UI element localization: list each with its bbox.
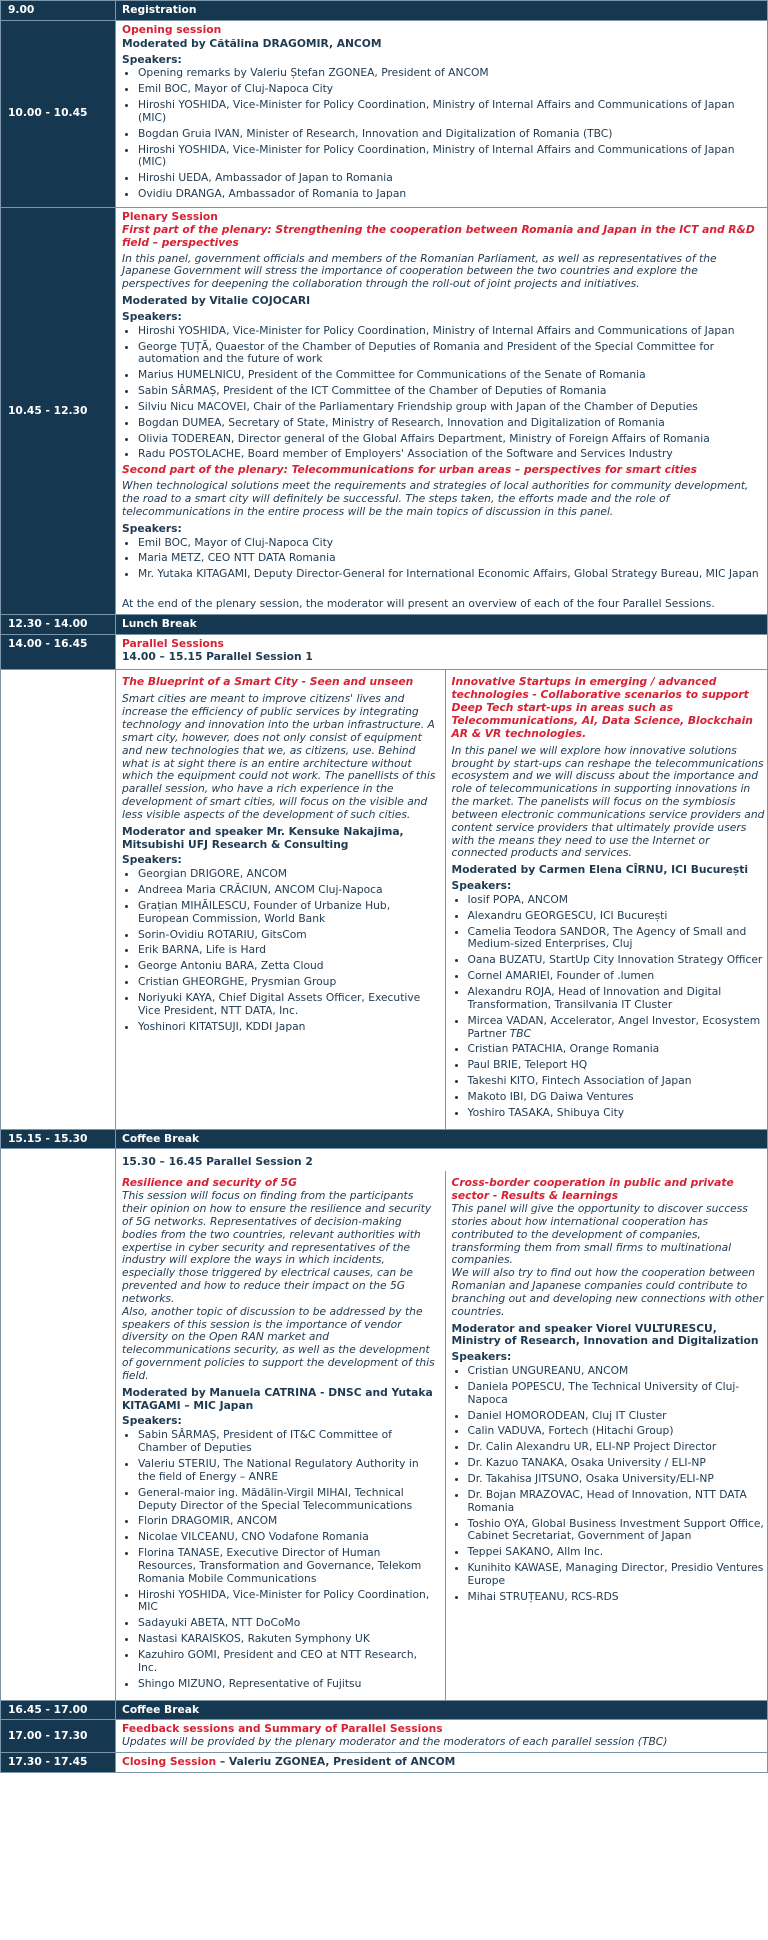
- panel-title: Cross-border cooperation in public and private sector - Results & learnings: [451, 1176, 734, 1203]
- session-title: Opening session: [122, 22, 222, 36]
- speakers-heading: Speakers:: [122, 1414, 182, 1428]
- list-item: • Mihai STRUȚEANU, RCS-RDS: [468, 1591, 766, 1604]
- session-title: Plenary Session: [122, 209, 218, 223]
- list-item: • Nastasi KARAISKOS, Rakuten Symphony UK: [138, 1633, 438, 1646]
- list-item: • Makoto IBI, DG Daiwa Ventures: [468, 1091, 766, 1104]
- list-item: • Florina TANASE, Executive Director of Human Resources, Transformation and Governance, Telekom Romania Mobile Communications: [138, 1547, 438, 1586]
- parallel2-content: [116, 1149, 768, 1700]
- list-item: • Sabin SÂRMAȘ, President of IT&C Committee of Chamber of Deputies: [138, 1429, 438, 1455]
- opening-content: [116, 20, 768, 207]
- row-label: Coffee Break: [116, 1700, 768, 1720]
- list-item: • Andreea Maria CRĂCIUN, ANCOM Cluj-Napoca: [138, 884, 438, 897]
- speakers-heading: Speakers:: [122, 853, 182, 867]
- list-item: • Dr. Calin Alexandru UR, ELI-NP Project Director: [468, 1441, 766, 1454]
- session-title: Parallel Sessions: [122, 636, 224, 650]
- list-item: • Alexandru GEORGESCU, ICI București: [468, 910, 766, 923]
- list-item: • Takeshi KITO, Fintech Association of Japan: [468, 1075, 766, 1088]
- speakers-heading: Speakers:: [451, 879, 512, 893]
- panel-right: [445, 670, 768, 1128]
- list-item: • Silviu Nicu MACOVEI, Chair of the Parliamentary Friendship group with Japan of the Chamber of Deputies: [138, 401, 761, 414]
- speaker-list: [122, 537, 761, 582]
- plenary-row: [1, 207, 768, 614]
- moderator: Moderated by Vitalie COJOCARI: [122, 294, 311, 308]
- list-item: • General-maior ing. Mădălin-Virgil MIHAI, Technical Deputy Director of the Special Telecommunications: [138, 1487, 438, 1513]
- speaker-list: [122, 325, 761, 462]
- time-cell-empty: [1, 1149, 116, 1700]
- feedback-row: [1, 1720, 768, 1753]
- list-item: • Dr. Kazuo TANAKA, Osaka University / ELI-NP: [468, 1457, 766, 1470]
- parallel-session-subtitle: 14.00 – 15.15 Parallel Session 1: [122, 649, 313, 663]
- list-item: • Teppei SAKANO, Allm Inc.: [468, 1546, 766, 1559]
- feedback-content: [116, 1720, 768, 1753]
- moderator: Moderated by Manuela CATRINA - DNSC and Yutaka KITAGAMI – MIC Japan: [122, 1385, 433, 1412]
- list-item: • Calin VADUVA, Fortech (Hitachi Group): [468, 1425, 766, 1438]
- list-item: • Emil BOC, Mayor of Cluj-Napoca City: [138, 537, 761, 550]
- list-item: • Bogdan Gruia IVAN, Minister of Research, Innovation and Digitalization of Romania (TBC): [138, 128, 761, 141]
- parallel1-row: [1, 670, 768, 1129]
- speakers-heading: Speakers:: [122, 309, 182, 323]
- list-item: • Cornel AMARIEI, Founder of .lumen: [468, 970, 766, 983]
- plenary-content: [116, 207, 768, 614]
- closing-content: [116, 1753, 768, 1773]
- moderator: Moderator and speaker Mr. Kensuke Nakajima, Mitsubishi UFJ Research & Consulting: [122, 824, 404, 851]
- list-item: • Erik BARNA, Life is Hard: [138, 944, 438, 957]
- list-item: • Hiroshi YOSHIDA, Vice-Minister for Policy Coordination, MIC: [138, 1589, 438, 1615]
- speakers-heading: Speakers:: [122, 521, 182, 535]
- parallel1-content: [116, 670, 768, 1129]
- intro-text: When technological solutions meet the requirements and strategies of local authorities for community development, the road to a smart city will definitely be successful. The steps taken, the efforts made and the role of telecommunications in the entire process will be the main topics of discussion in this panel.: [122, 479, 749, 518]
- list-item: • George Antoniu BARA, Zetta Cloud: [138, 960, 438, 973]
- list-item: • Hiroshi YOSHIDA, Vice-Minister for Policy Coordination, Ministry of Internal Affairs and Communications of Japan (MIC): [138, 144, 761, 170]
- list-item: • Yoshiro TASAKA, Shibuya City: [468, 1107, 766, 1120]
- list-item: • Georgian DRIGORE, ANCOM: [138, 868, 438, 881]
- list-item: • Valeriu STERIU, The National Regulatory Authority in the field of Energy – ANRE: [138, 1458, 438, 1484]
- moderator: Moderated by Cătălina DRAGOMIR, ANCOM: [122, 36, 382, 50]
- time-cell: 10.00 - 10.45: [1, 20, 116, 207]
- time-cell: 10.45 - 12.30: [1, 207, 116, 614]
- list-item: • Kazuhiro GOMI, President and CEO at NTT Research, Inc.: [138, 1649, 438, 1675]
- list-item: • Nicolae VILCEANU, CNO Vodafone Romania: [138, 1531, 438, 1544]
- list-item: • George ȚUȚĂ, Quaestor of the Chamber of Deputies of Romania and President of the Special Committee for automation and the future of work: [138, 341, 761, 367]
- moderator: Moderated by Carmen Elena CÎRNU, ICI București: [451, 863, 749, 877]
- list-item: • Dr. Takahisa JITSUNO, Osaka University/ELI-NP: [468, 1473, 766, 1486]
- speakers-heading: Speakers:: [122, 52, 182, 66]
- panel-left: [122, 1171, 445, 1699]
- list-item: • Marius HUMELNICU, President of the Committee for Communications of the Senate of Romania: [138, 369, 761, 382]
- speakers-heading: Speakers:: [451, 1350, 512, 1364]
- list-item: • Yoshinori KITATSUJI, KDDI Japan: [138, 1021, 438, 1034]
- intro-text: In this panel, government officials and members of the Romanian Parliament, as well as representatives of the Japanese Government will stress the importance of cooperation between the two countries and explore the perspectives for deepening the collaboration through the roll-out of joint projects and initiatives.: [122, 251, 717, 291]
- intro-text: Smart cities are meant to improve citizens' lives and increase the efficiency of public services by integrating technology and innovation into the urban infrastructure. A smart city, however, does not only consist of equipment and new technologies that we, as citizens, use. Behind what is at sight there is an entire architecture without which the equipment could not work. The panellists of this parallel session, who have a rich experience in the development of smart cities, will focus on the visible and less visible aspects of the development of such cities.: [122, 692, 436, 821]
- time-cell: 12.30 - 14.00: [1, 614, 116, 634]
- time-cell: 15.15 - 15.30: [1, 1129, 116, 1149]
- list-item: • Daniela POPESCU, The Technical University of Cluj-Napoca: [468, 1381, 766, 1407]
- session-title: Closing Session: [122, 1755, 217, 1769]
- part-title: Second part of the plenary: Telecommunications for urban areas – perspectives for smart cities: [122, 463, 697, 477]
- panel-title: Innovative Startups in emerging / advanced technologies - Collaborative scenarios to support Deep Tech start-ups in areas such as Telecommunications, AI, Data Science, Blockchain AR & VR technologies.: [451, 675, 753, 740]
- list-item: • Toshio OYA, Global Business Investment Support Office, Cabinet Secretariat, Government of Japan: [468, 1518, 766, 1544]
- list-item: • Sorin-Ovidiu ROTARIU, GitsCom: [138, 929, 438, 942]
- list-item: • Hiroshi YOSHIDA, Vice-Minister for Policy Coordination, Ministry of Internal Affairs and Communications of Japan (MIC): [138, 99, 761, 125]
- panel-title: The Blueprint of a Smart City - Seen and unseen: [122, 675, 414, 689]
- list-item: • Cristian GHEORGHE, Prysmian Group: [138, 976, 438, 989]
- list-item: • Ovidiu DRANGA, Ambassador of Romania to Japan: [138, 188, 761, 201]
- tbc-note: TBC: [509, 1026, 532, 1040]
- list-item: • Grațian MIHĂILESCU, Founder of Urbanize Hub, European Commission, World Bank: [138, 900, 438, 926]
- list-item: • Paul BRIE, Teleport HQ: [468, 1059, 766, 1072]
- list-item: • Florin DRAGOMIR, ANCOM: [138, 1515, 438, 1528]
- coffee-break-row: [1, 1700, 768, 1720]
- time-cell: 14.00 - 16.45: [1, 634, 116, 670]
- list-item: [468, 1015, 766, 1041]
- moderator: Moderator and speaker Viorel VULTURESCU, Ministry of Research, Innovation and Digitalization: [451, 1321, 759, 1348]
- time-cell: 17.00 - 17.30: [1, 1720, 116, 1753]
- list-item: • Opening remarks by Valeriu Ștefan ZGONEA, President of ANCOM: [138, 67, 761, 80]
- parallel-session-subtitle: 15.30 – 16.45 Parallel Session 2: [122, 1155, 313, 1169]
- list-item: • Alexandru ROJA, Head of Innovation and Digital Transformation, Transilvania IT Cluster: [468, 986, 766, 1012]
- time-cell: 17.30 - 17.45: [1, 1753, 116, 1773]
- list-item: • Cristian UNGUREANU, ANCOM: [468, 1365, 766, 1378]
- list-item: • Maria METZ, CEO NTT DATA Romania: [138, 552, 761, 565]
- list-item: • Mr. Yutaka KITAGAMI, Deputy Director-General for International Economic Affairs, Global Strategy Bureau, MIC Japan: [138, 568, 761, 581]
- speaker-list: [122, 1429, 438, 1690]
- row-label: Registration: [116, 1, 768, 21]
- list-item: • Bogdan DUMEA, Secretary of State, Ministry of Research, Innovation and Digitalization of Romania: [138, 417, 761, 430]
- speaker-list: [122, 868, 438, 1033]
- list-item: • Radu POSTOLACHE, Board member of Employers' Association of the Software and Services Industry: [138, 448, 761, 461]
- part-title: First part of the plenary: Strengthening the cooperation between Romania and Japan in the ICT and R&D field – perspectives: [122, 222, 755, 249]
- intro-text: This panel will give the opportunity to discover success stories about how international cooperation has contributed to the development of companies, transforming them from small firms to multinational companies.: [451, 1201, 748, 1267]
- parallel-header-row: [1, 634, 768, 670]
- list-item-text: Mircea VADAN, Accelerator, Angel Investor, Ecosystem Partner: [467, 1013, 761, 1040]
- list-item: • Iosif POPA, ANCOM: [468, 894, 766, 907]
- list-item: • Dr. Bojan MRAZOVAC, Head of Innovation, NTT DATA Romania: [468, 1489, 766, 1515]
- list-item: • Kunihito KAWASE, Managing Director, Presidio Ventures Europe: [468, 1562, 766, 1588]
- parallel2-row: [1, 1149, 768, 1700]
- list-item: • Oana BUZATU, StartUp City Innovation Strategy Officer: [468, 954, 766, 967]
- list-item: • Shingo MIZUNO, Representative of Fujitsu: [138, 1678, 438, 1691]
- speaker-list: [452, 1365, 766, 1604]
- lunch-row: [1, 614, 768, 634]
- panel-right: [445, 1171, 768, 1699]
- panel-title: Resilience and security of 5G: [122, 1176, 297, 1190]
- list-item: • Hiroshi UEDA, Ambassador of Japan to Romania: [138, 172, 761, 185]
- registration-row: [1, 1, 768, 21]
- list-item: • Cristian PATACHIA, Orange Romania: [468, 1043, 766, 1056]
- list-item: • Olivia TODEREAN, Director general of the Global Affairs Department, Ministry of Foreign Affairs of Romania: [138, 433, 761, 446]
- panel-left: [122, 670, 445, 1128]
- intro-text: In this panel we will explore how innovative solutions brought by start-ups can reshape the telecommunications ecosystem and we will discuss about the importance and role of telecommunications in supporting innovations in the market. The panelists will focus on the symbiosis between electronic communications service providers and content service providers that ultimately provide users with the means they need to use the Internet or connected products and services.: [451, 743, 765, 860]
- list-item: • Sabin SÂRMAȘ, President of the ICT Committee of the Chamber of Deputies of Romania: [138, 385, 761, 398]
- time-cell: 9.00: [1, 1, 116, 21]
- time-cell: 16.45 - 17.00: [1, 1700, 116, 1720]
- row-label: Coffee Break: [116, 1129, 768, 1149]
- intro-text: Updates will be provided by the plenary moderator and the moderators of each parallel session (TBC): [122, 1735, 668, 1749]
- speaker-list: [452, 894, 766, 1120]
- list-item: • Hiroshi YOSHIDA, Vice-Minister for Policy Coordination, Ministry of Internal Affairs and Communications of Japan: [138, 325, 761, 338]
- list-item: • Sadayuki ABETA, NTT DoCoMo: [138, 1617, 438, 1630]
- closing-speaker: – Valeriu ZGONEA, President of ANCOM: [216, 1755, 456, 1769]
- session-title: Feedback sessions and Summary of Parallel Sessions: [122, 1722, 443, 1736]
- speaker-list: [122, 67, 761, 201]
- closing-note: At the end of the plenary session, the moderator will present an overview of each of the four Parallel Sessions.: [122, 597, 715, 611]
- intro-text: This session will focus on finding from the participants their opinion on how to ensure the resilience and security of 5G networks. Representatives of decision-making bodies from the two countries, relevant authorities with expertise in cyber security and representatives of the industry will explore the ways in which incidents, especially those triggered by electrical causes, can be prevented and how to reduce their impact on the 5G networks.: [122, 1189, 432, 1305]
- time-cell-empty: [1, 670, 116, 1129]
- intro-text: Also, another topic of discussion to be addressed by the speakers of this session is the importance of vendor diversity on the Open RAN market and telecommunications security, as well as the development of government policies to support the development of this field.: [122, 1304, 435, 1382]
- list-item: • Emil BOC, Mayor of Cluj-Napoca City: [138, 83, 761, 96]
- closing-row: [1, 1753, 768, 1773]
- list-item: • Daniel HOMORODEAN, Cluj IT Cluster: [468, 1410, 766, 1423]
- list-item: • Camelia Teodora SANDOR, The Agency of Small and Medium-sized Enterprises, Cluj: [468, 926, 766, 952]
- opening-row: [1, 20, 768, 207]
- row-label: Lunch Break: [116, 614, 768, 634]
- intro-text: We will also try to find out how the cooperation between Romanian and Japanese companies could contribute to branching out and developing new connections with other countries.: [451, 1266, 764, 1318]
- coffee-break-row: [1, 1129, 768, 1149]
- parallel-header: [116, 634, 768, 670]
- list-item: • Noriyuki KAYA, Chief Digital Assets Officer, Executive Vice President, NTT DATA, Inc.: [138, 992, 438, 1018]
